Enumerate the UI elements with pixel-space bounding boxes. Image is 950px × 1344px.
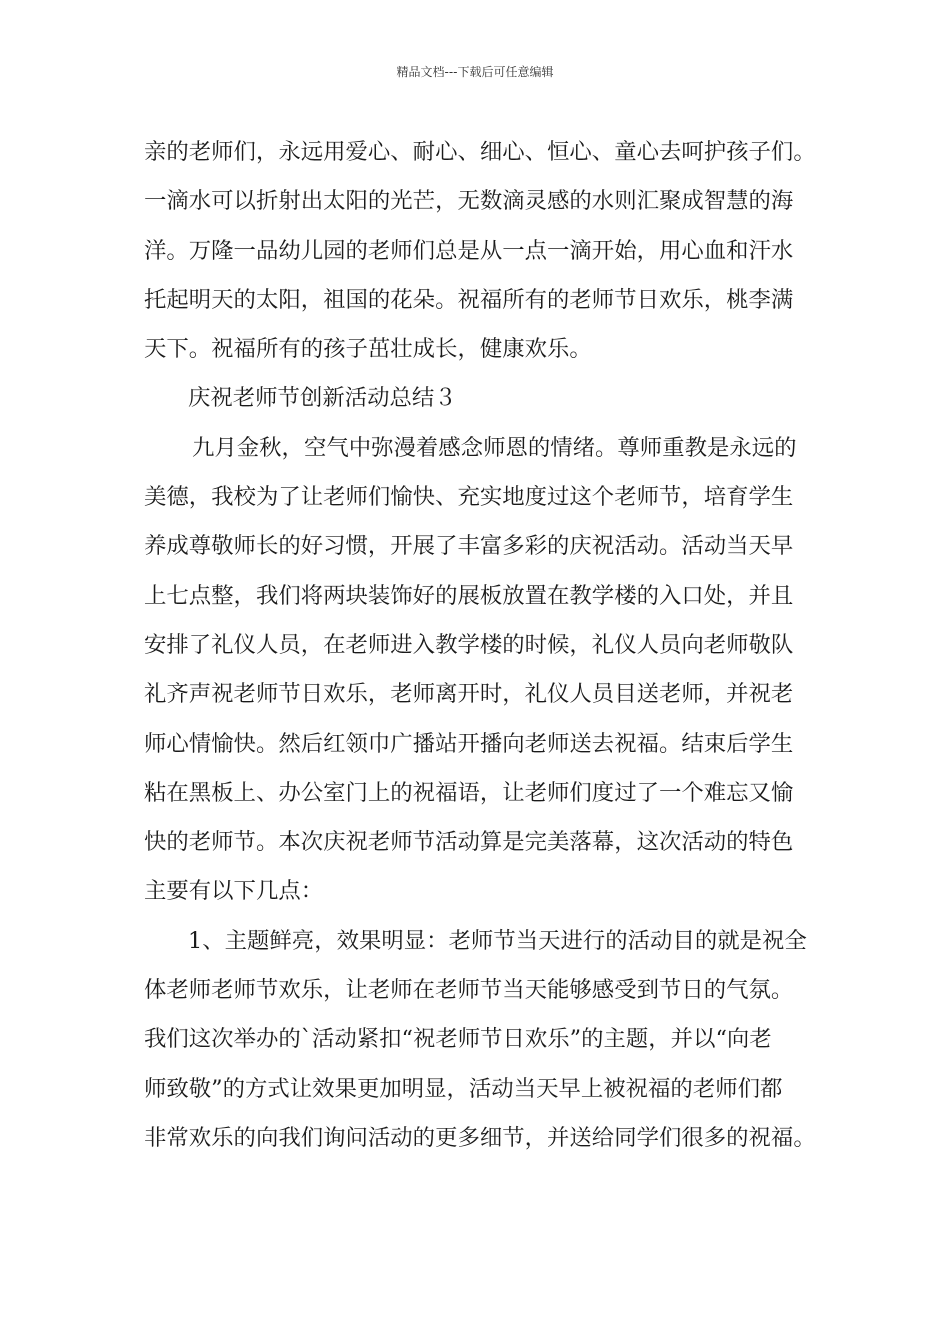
body-line: 主要有以下几点： (144, 878, 324, 905)
body-line: 养成尊敬师长的好习惯，开展了丰富多彩的庆祝活动。活动当天早 (144, 533, 794, 560)
body-line: 九月金秋，空气中弥漫着感念师恩的情绪。尊师重教是永远的 (192, 434, 797, 461)
page-header: 精品文档---下载后可任意编辑 (396, 65, 554, 79)
section-title: 庆祝老师节创新活动总结３ (188, 385, 457, 412)
body-line: 师致敬”的方式让效果更加明显，活动当天早上被祝福的老师们都 (144, 1075, 783, 1102)
body-line: 体老师老师节欢乐，让老师在老师节当天能够感受到节日的气氛。 (144, 977, 794, 1004)
body-line: 天下。祝福所有的孩子茁壮成长，健康欢乐。 (144, 336, 592, 363)
body-line: 亲的老师们，永远用爱心、耐心、细心、恒心、童心去呵护孩子们。 (144, 139, 816, 165)
body-line: 一滴水可以折射出太阳的光芒，无数滴灵感的水则汇聚成智慧的海 (144, 188, 794, 215)
body-line: 粘在黑板上、办公室门上的祝福语，让老师们度过了一个难忘又愉 (144, 779, 794, 806)
body-line: 托起明天的太阳，祖国的花朵。祝福所有的老师节日欢乐，桃李满 (144, 286, 794, 313)
body-line: 洋。万隆一品幼儿园的老师们总是从一点一滴开始，用心血和汗水 (144, 237, 794, 264)
body-line: 快的老师节。本次庆祝老师节活动算是完美落幕，这次活动的特色 (144, 829, 794, 856)
body-line: 礼齐声祝老师节日欢乐，老师离开时，礼仪人员目送老师，并祝老 (144, 681, 794, 708)
body-line: 上七点整，我们将两块装饰好的展板放置在教学楼的入口处，并且 (144, 582, 794, 609)
body-line: 我们这次举办的`活动紧扣“祝老师节日欢乐”的主题，并以“向老 (144, 1026, 772, 1053)
body-line: 美德，我校为了让老师们愉快、充实地度过这个老师节，培育学生 (144, 484, 794, 511)
body-line: 安排了礼仪人员，在老师进入教学楼的时候，礼仪人员向老师敬队 (144, 631, 794, 658)
body-line: 师心情愉快。然后红领巾广播站开播向老师送去祝福。结束后学生 (144, 730, 794, 757)
list-item-line: 1、主题鲜亮，效果明显：老师节当天进行的活动目的就是祝全 (188, 927, 807, 954)
body-line: 非常欢乐的向我们询问活动的更多细节，并送给同学们很多的祝福。 (144, 1124, 816, 1151)
document-body (144, 128, 834, 1163)
